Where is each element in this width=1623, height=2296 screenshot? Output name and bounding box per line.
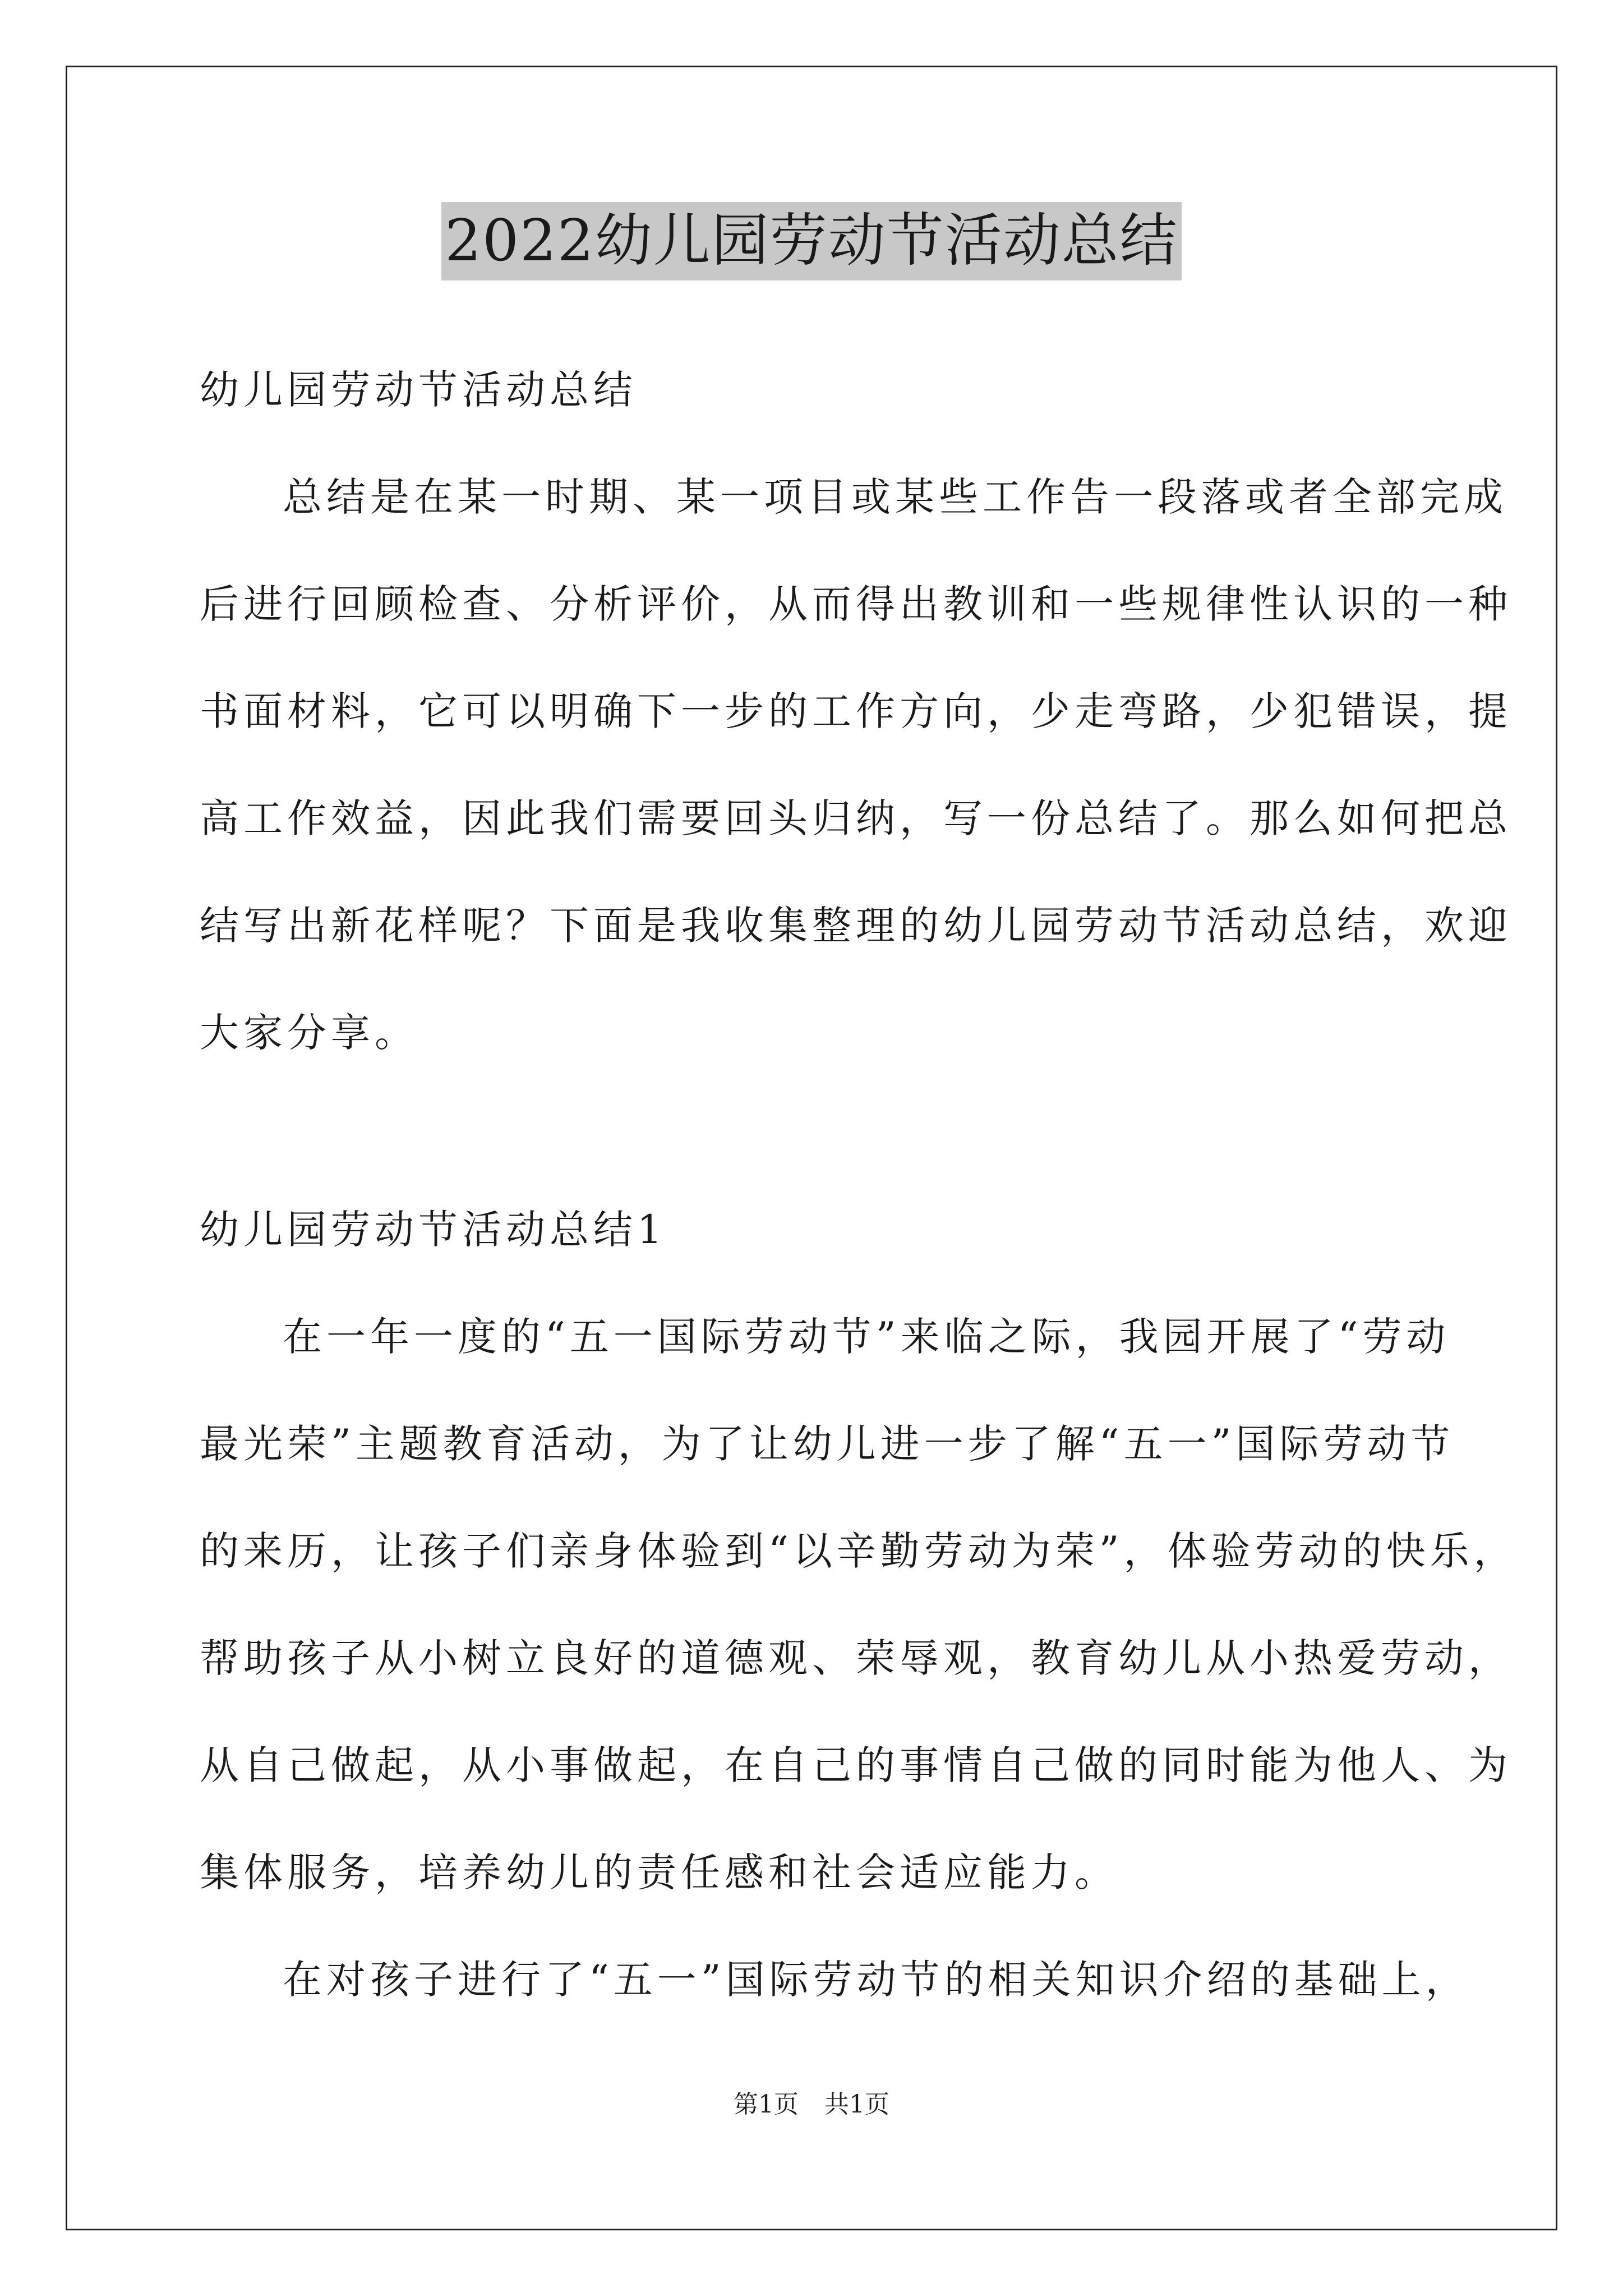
paragraph-line: 后进行回顾检查、分析评价，从而得出教训和一些规律性认识的一种 — [200, 581, 1512, 627]
paragraph-line: 在一年一度的“五一国际劳动节”来临之际，我园开展了“劳动 — [283, 1314, 1450, 1360]
page-footer — [0, 2088, 1623, 2122]
paragraph-line: 的来历，让孩子们亲身体验到“以辛勤劳动为荣”，体验劳动的快乐， — [200, 1528, 1518, 1574]
title-container — [0, 202, 1623, 280]
paragraph-line: 最光荣”主题教育活动，为了让幼儿进一步了解“五一”国际劳动节 — [200, 1421, 1455, 1467]
page-total: 共1页 — [824, 2090, 889, 2119]
paragraph-line: 从自己做起，从小事做起，在自己的事情自己做的同时能为他人、为 — [200, 1742, 1512, 1788]
document-subtitle — [200, 337, 1433, 444]
intro-paragraph — [200, 444, 1512, 1087]
paragraph-line: 在对孩子进行了“五一”国际劳动节的相关知识介绍的基础上， — [283, 1957, 1469, 2003]
next-paragraph — [200, 1926, 1469, 2033]
paragraph-line: 大家分享。 — [200, 1010, 418, 1056]
section-heading — [200, 1176, 1433, 1283]
page-number: 第1页 — [734, 2090, 799, 2119]
paragraph-line: 帮助孩子从小树立良好的道德观、荣辱观，教育幼儿从小热爱劳动， — [200, 1635, 1512, 1681]
paragraph-line: 书面材料，它可以明确下一步的工作方向，少走弯路，少犯错误，提 — [200, 688, 1512, 734]
paragraph-line: 总结是在某一时期、某一项目或某些工作告一段落或者全部完成 — [283, 474, 1507, 520]
subtitle-line: 幼儿园劳动节活动总结 — [200, 367, 637, 413]
document-title: 2022幼儿园劳动节活动总结 — [441, 202, 1182, 280]
paragraph-line: 结写出新花样呢？下面是我收集整理的幼儿园劳动节活动总结，欢迎 — [200, 903, 1512, 949]
paragraph-line: 高工作效益，因此我们需要回头归纳，写一份总结了。那么如何把总 — [200, 795, 1512, 841]
paragraph-line: 集体服务，培养幼儿的责任感和社会适应能力。 — [200, 1849, 1118, 1895]
section-heading-line: 幼儿园劳动节活动总结1 — [200, 1207, 667, 1253]
section-paragraph — [200, 1283, 1518, 1926]
